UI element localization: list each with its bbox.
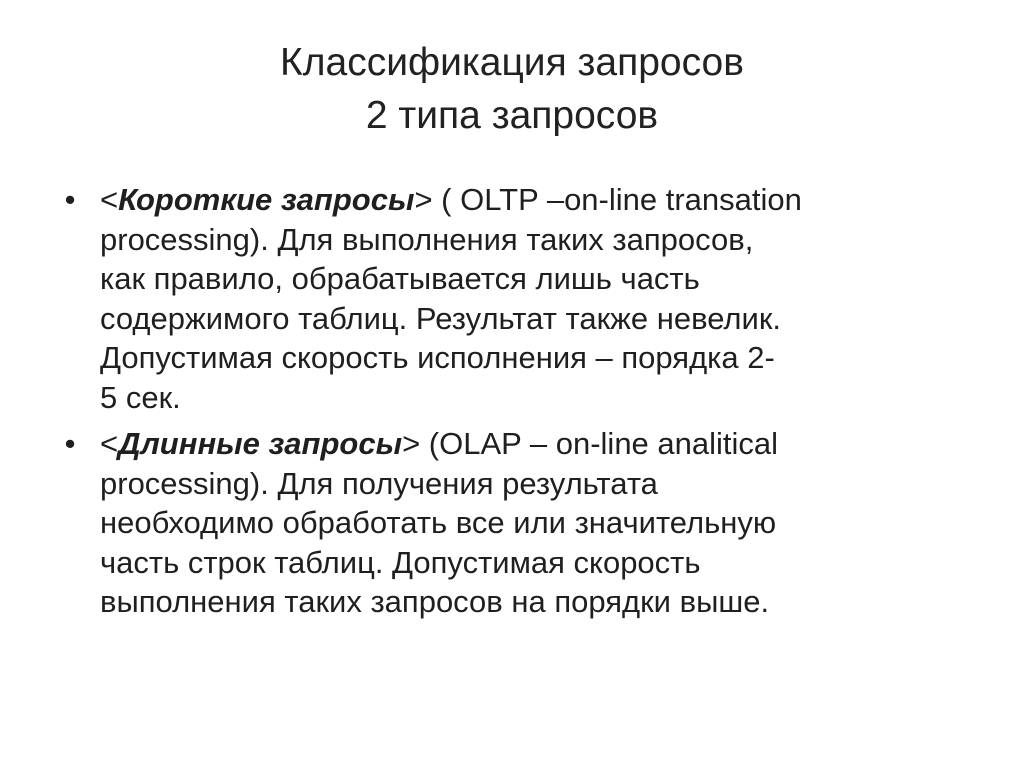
bullet-text-line: часть строк таблиц. Допустимая скорость [100, 544, 701, 580]
bullet-short-queries [60, 180, 980, 417]
bullet-first-line [100, 424, 980, 464]
term-short-queries: Короткие запросы [118, 182, 415, 217]
bullet-first-line-rest: (OLAP – on-line analitical [420, 426, 779, 461]
slide-title [100, 36, 924, 142]
title-line-2: 2 типа запросов [365, 94, 659, 137]
term-long-queries: Длинные запросы [118, 426, 403, 461]
bullet-text-line: processing). Для выполнения таких запросов, [100, 221, 754, 257]
bullet-long-queries [60, 424, 980, 622]
angle-open: < [100, 426, 119, 461]
bullet-first-line-rest: ( OLTP –on-line transation [432, 182, 802, 217]
angle-close: > [402, 426, 421, 461]
bullet-list [60, 180, 980, 629]
bullet-text-line: как правило, обрабатывается лишь часть [100, 261, 700, 296]
bullet-text-line: 5 сек. [100, 379, 181, 415]
bullet-marker: • [64, 426, 76, 461]
bullet-text-line: processing). Для получения результата [100, 465, 658, 501]
bullet-text-line: выполнения таких запросов на порядки выше. [100, 584, 770, 619]
bullet-text-line: необходимо обработать все или значительную [100, 505, 777, 540]
title-line-1: Классификация запросов [280, 41, 744, 84]
bullet-first-line [100, 180, 980, 220]
bullet-marker: • [64, 182, 76, 217]
angle-open: < [100, 182, 119, 217]
angle-close: > [414, 182, 433, 217]
bullet-text-line: содержимого таблиц. Результат также невелик. [100, 300, 782, 336]
bullet-text-line: Допустимая скорость исполнения – порядка 2- [100, 340, 775, 375]
